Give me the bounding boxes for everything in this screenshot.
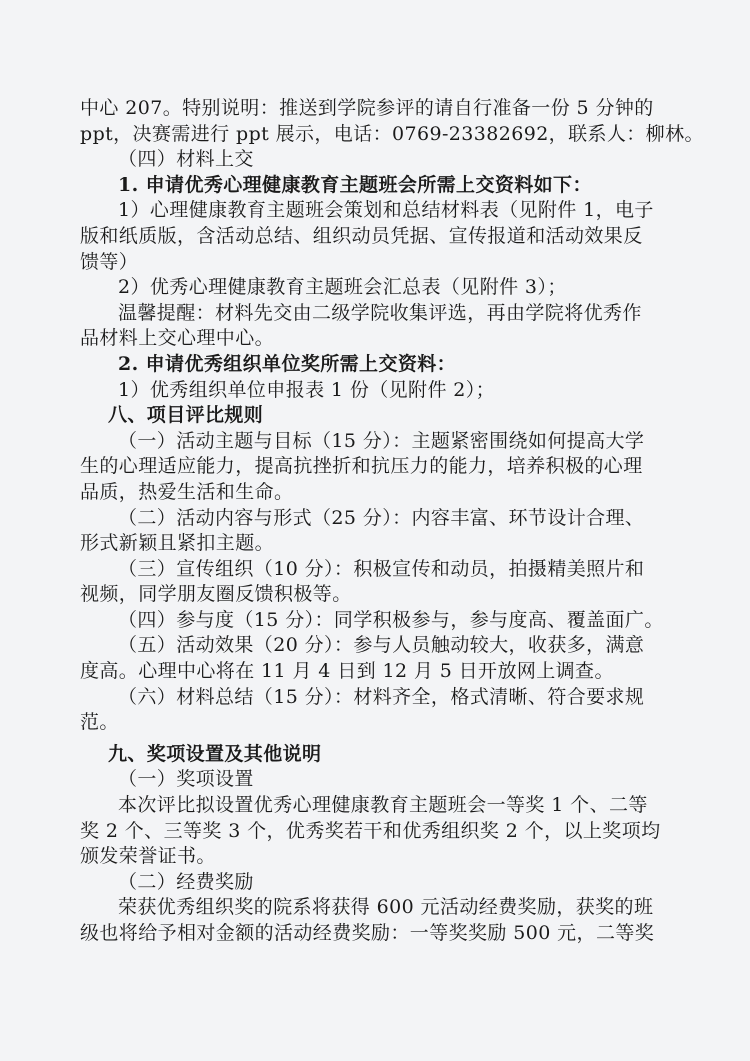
text-line: 级也将给予相对金额的活动经费奖励：一等奖奖励 500 元，二等奖 <box>80 922 655 944</box>
text-line: 品质，热爱生活和生命。 <box>80 480 294 503</box>
text-line: （四）参与度（15 分）：同学积极参与，参与度高、覆盖面广。 <box>118 608 664 631</box>
text-line: 度高。心理中心将在 11 月 4 日到 12 月 5 日开放网上调查。 <box>80 660 614 683</box>
text-line: （六）材料总结（15 分）：材料齐全，格式清晰、符合要求规 <box>118 685 645 708</box>
text-line: 范。 <box>80 711 119 734</box>
text-line: 1）优秀组织单位申报表 1 份（见附件 2）； <box>118 378 496 401</box>
text-line: ppt，决赛需进行 ppt 展示，电话：0769-23382692，联系人：柳林。 <box>80 122 704 145</box>
text-line: 生的心理适应能力，提高抗挫折和抗压力的能力，培养积极的心理 <box>80 455 643 478</box>
text-line: 视频，同学朋友圈反馈积极等。 <box>80 583 352 606</box>
text-line: （二）活动内容与形式（25 分）：内容丰富、环节设计合理、 <box>118 506 645 529</box>
section-heading-9: 九、奖项设置及其他说明 <box>108 742 322 765</box>
text-line: 颁发荣誉证书。 <box>80 845 216 868</box>
text-line: 品材料上交心理中心。 <box>80 327 275 350</box>
text-line: 版和纸质版，含活动总结、组织动员凭据、宣传报道和活动效果反 <box>80 224 643 247</box>
text-line: （五）活动效果（20 分）：参与人员触动较大，收获多，满意 <box>118 634 645 657</box>
text-line: 荣获优秀组织奖的院系将获得 600 元活动经费奖励，获奖的班 <box>118 896 654 919</box>
text-line: 中心 207。特别说明：推送到学院参评的请自行准备一份 5 分钟的 <box>80 97 654 119</box>
section-subheading: （一）奖项设置 <box>118 768 254 791</box>
section-heading-8: 八、项目评比规则 <box>108 404 264 427</box>
text-line: 温馨提醒：材料先交由二级学院收集评选，再由学院将优秀作 <box>118 301 642 324</box>
text-line: 1）心理健康教育主题班会策划和总结材料表（见附件 1，电子 <box>118 199 654 222</box>
text-line: 本次评比拟设置优秀心理健康教育主题班会一等奖 1 个、二等 <box>118 794 648 817</box>
text-line: （三）宣传组织（10 分）：积极宣传和动员，拍摄精美照片和 <box>118 557 645 580</box>
document-body <box>80 96 704 947</box>
section-subheading: （四）材料上交 <box>118 148 254 171</box>
bold-subheading: 2. 申请优秀组织单位奖所需上交资料： <box>118 352 457 375</box>
section-subheading: （二）经费奖励 <box>118 870 254 893</box>
text-line: 2）优秀心理健康教育主题班会汇总表（见附件 3）； <box>118 276 567 299</box>
text-line: 形式新颖且紧扣主题。 <box>80 532 275 555</box>
text-line: 馈等） <box>80 250 139 273</box>
text-line: （一）活动主题与目标（15 分）：主题紧密围绕如何提高大学 <box>118 429 645 452</box>
bold-subheading: 1. 申请优秀心理健康教育主题班会所需上交资料如下： <box>118 173 592 196</box>
text-line: 奖 2 个、三等奖 3 个，优秀奖若干和优秀组织奖 2 个，以上奖项均 <box>80 819 661 842</box>
